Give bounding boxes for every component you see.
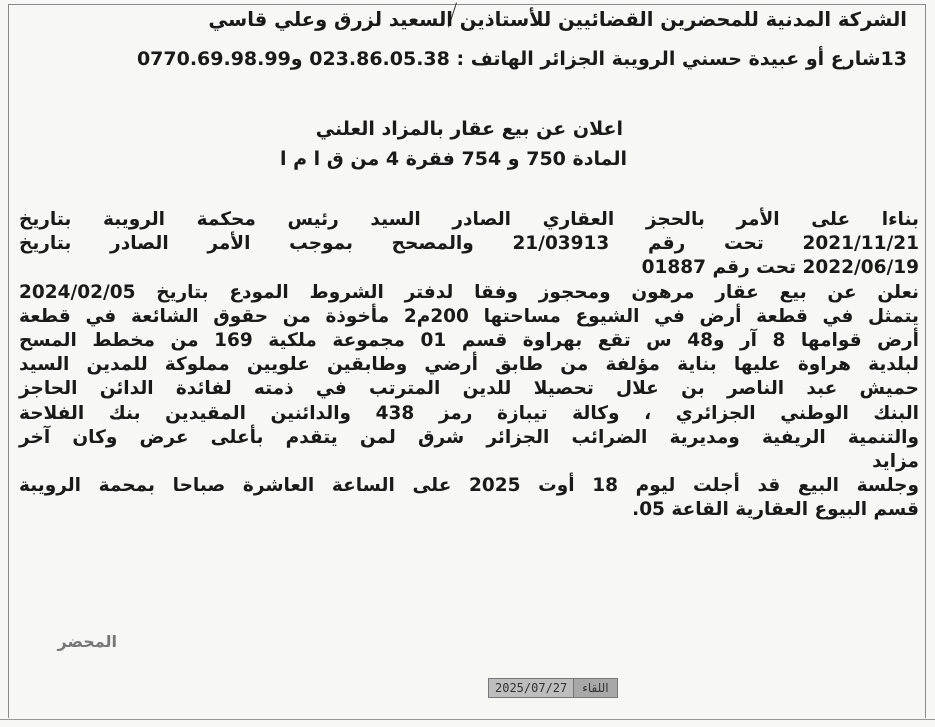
body-line: قسم البيوع العقارية القاعة 05.	[632, 499, 919, 521]
body-line: بناءا على الأمر بالحجز العقاري الصادر السيد رئيس محكمة الرويبة بتاريخ	[19, 209, 919, 230]
company-address: 13شارع أو عبيدة حسني الرويبة الجزائر الهاتف : 023.86.05.38 و0770.69.98.99	[136, 48, 907, 70]
body-line: أرض قوامها 8 آر و48 س تقع بهراوة قسم 01 مجموعة ملكية 169 من مخطط المسح	[19, 330, 919, 352]
stamp-date: 2025/07/27	[489, 679, 574, 697]
body-line: 2021/11/21 تحت رقم 21/03913 والمصحح بموجب الأمر الصادر بتاريخ	[19, 233, 919, 255]
notice-title: اعلان عن بيع عقار بالمزاد العلني	[315, 118, 623, 140]
body-line: والتنمية الريفية ومديرية الضرائب الجزائر شرق لمن يتقدم بأعلى عرض وكان آخر	[19, 426, 919, 448]
page-edge-line	[0, 719, 935, 720]
body-line: وجلسة البيع قد أجلت ليوم 18 أوت 2025 على الساعة العاشرة صباحا بمحمة الرويبة	[19, 475, 919, 497]
body-line: لبلدية هراوة عليها بناية مؤلفة من طابق أرضي وطابقين علويين مملوكة للمدين السيد	[19, 354, 919, 376]
body-line: مزايد	[872, 451, 919, 473]
notice-body	[19, 208, 919, 523]
company-name: الشركة المدنية للمحضرين القضائيين للأستاذين السعيد لزرق وعلي قاسي	[208, 8, 907, 31]
notice-legal-reference: المادة 750 و 754 فقرة 4 من ق ا م ا	[280, 148, 627, 170]
body-line: يتمثل في قطعة أرض في الشيوع مساحتها 200م2 مأخوذة من حقوق الشائعة في قطعة	[19, 305, 919, 327]
publication-stamp	[488, 678, 618, 698]
body-line: نعلن عن بيع عقار مرهون ومحجوز وفقا لدفتر الشروط المودع بتاريخ 2024/02/05	[19, 281, 919, 303]
body-line: حميش عبد الناصر بن علال تحصيلا للدين المترتب في ذمته لفائدة الدائن الحاجز	[19, 378, 919, 400]
bailiff-signature-label: المحضر	[57, 632, 117, 651]
stamp-tag: اللقاء	[574, 679, 616, 697]
body-line: 2022/06/19 تحت رقم 01887	[641, 257, 919, 279]
body-line: البنك الوطني الجزائري ، وكالة تيبازة رمز 438 والدائنين المقيدين بنك الفلاحة	[19, 402, 919, 424]
